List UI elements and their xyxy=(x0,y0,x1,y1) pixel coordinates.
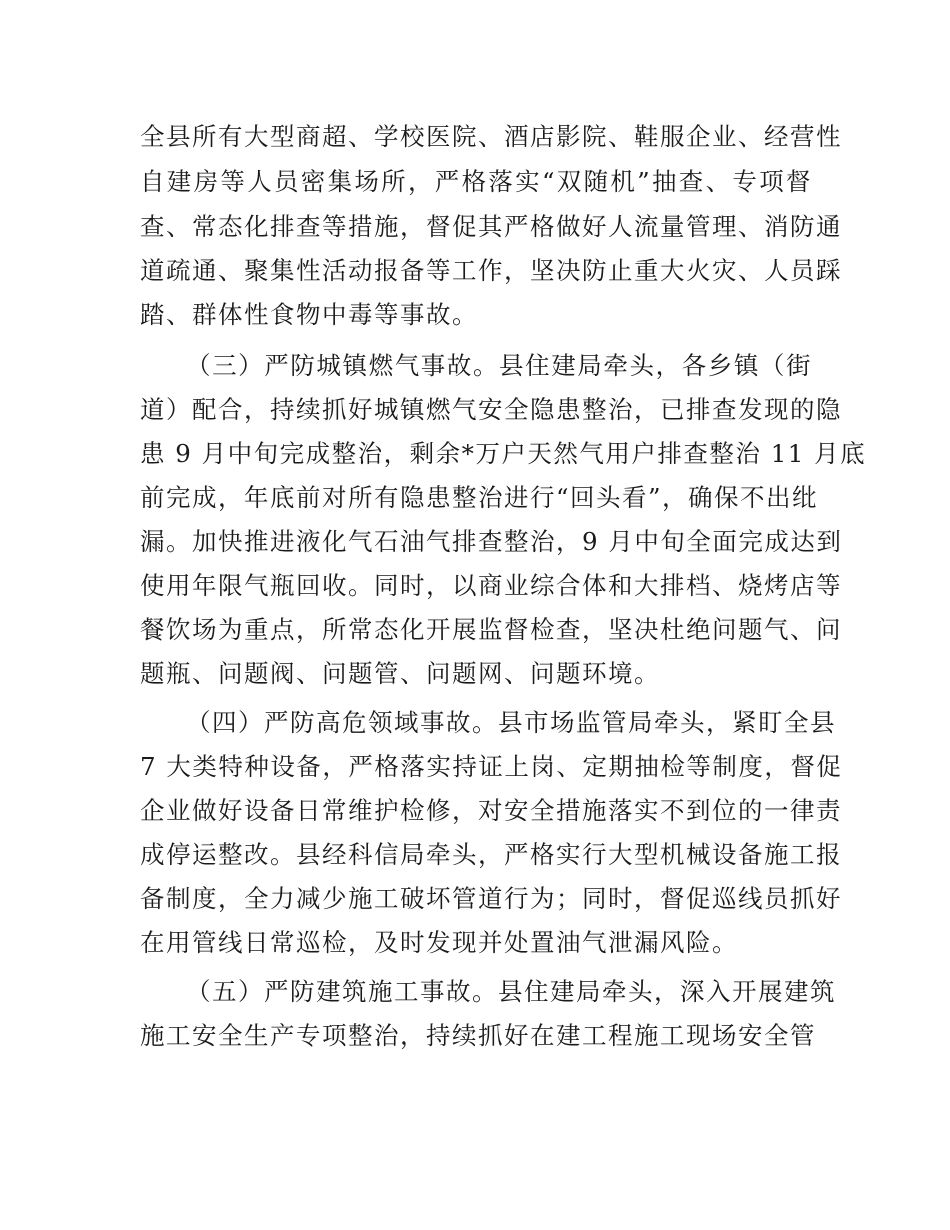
text-line: 患 9 月中旬完成整治，剩余*万户天然气用户排查整治 11 月底 xyxy=(140,439,867,468)
text-line: 前完成，年底前对所有隐患整治进行“回头看”，确保不出纰 xyxy=(140,483,819,512)
text-line: 7 大类特种设备，严格落实持证上岗、定期抽检等制度，督促 xyxy=(140,752,843,781)
text-line: 企业做好设备日常维护检修，对安全措施落实不到位的一律责 xyxy=(140,796,842,825)
text-line: 漏。加快推进液化气石油气排查整治，9 月中旬全面完成达到 xyxy=(140,527,843,556)
text-line: 备制度，全力减少施工破坏管道行为；同时，督促巡线员抓好 xyxy=(140,884,842,913)
text-line: 题瓶、问题阀、问题管、问题网、问题环境。 xyxy=(140,659,660,688)
section-heading-line: （三）严防城镇燃气事故。县住建局牵头，各乡镇（街 xyxy=(186,351,812,380)
text-line: 施工安全生产专项整治，持续抓好在建工程施工现场安全管 xyxy=(140,1021,816,1050)
section-heading-line: （五）严防建筑施工事故。县住建局牵头，深入开展建筑 xyxy=(186,977,836,1006)
text-line: 成停运整改。县经科信局牵头，严格实行大型机械设备施工报 xyxy=(140,840,842,869)
text-line: 使用年限气瓶回收。同时，以商业综合体和大排档、烧烤店等 xyxy=(140,571,842,600)
text-line: 道）配合，持续抓好城镇燃气安全隐患整治，已排查发现的隐 xyxy=(140,395,842,424)
text-line: 自建房等人员密集场所，严格落实“双随机”抽查、专项督 xyxy=(140,167,812,196)
text-line: 在用管线日常巡检，及时发现并处置油气泄漏风险。 xyxy=(140,928,738,957)
text-line: 踏、群体性食物中毒等事故。 xyxy=(140,300,478,329)
text-line: 全县所有大型商超、学校医院、酒店影院、鞋服企业、经营性 xyxy=(140,122,842,151)
text-line: 餐饮场为重点，所常态化开展监督检查，坚决杜绝问题气、问 xyxy=(140,615,842,644)
section-heading-line: （四）严防高危领域事故。县市场监管局牵头，紧盯全县 xyxy=(186,708,836,737)
text-line: 道疏通、聚集性活动报备等工作，坚决防止重大火灾、人员踩 xyxy=(140,256,842,285)
text-line: 查、常态化排查等措施，督促其严格做好人流量管理、消防通 xyxy=(140,212,842,241)
